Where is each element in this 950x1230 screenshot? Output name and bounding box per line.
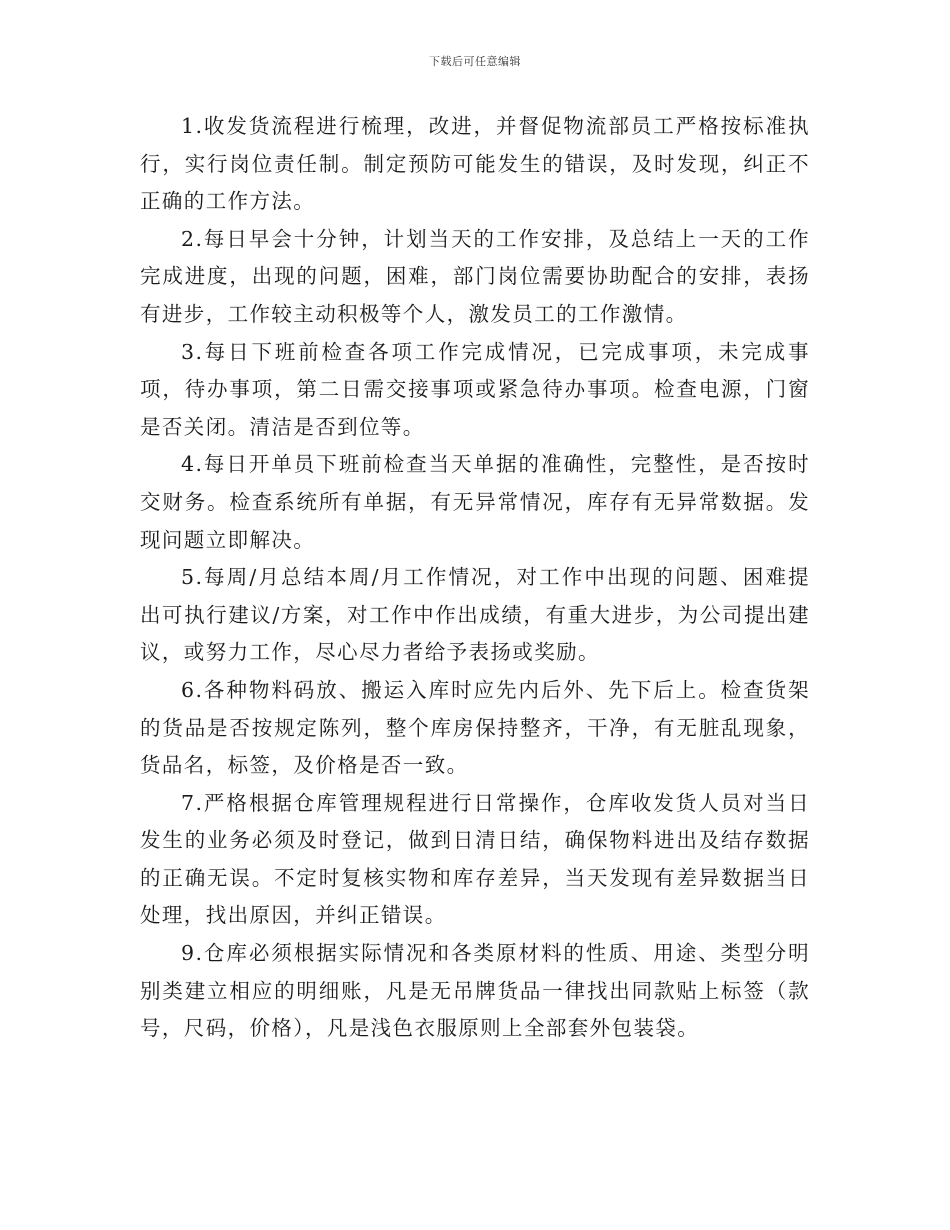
paragraph-1: 1.收发货流程进行梳理，改进，并督促物流部员工严格按标准执行，实行岗位责任制。制定预防可能发生的错误，及时发现，纠正不正确的工作方法。 — [140, 114, 810, 214]
page-header-note: 下载后可任意编辑 — [429, 55, 521, 68]
paragraph-3: 3.每日下班前检查各项工作完成情况，已完成事项，未完成事项，待办事项，第二日需交接事项或紧急待办事项。检查电源，门窗是否关闭。清洁是否到位等。 — [140, 339, 810, 439]
paragraph-5: 5.每周/月总结本周/月工作情况，对工作中出现的问题、困难提出可执行建议/方案，对工作中作出成绩，有重大进步，为公司提出建议，或努力工作，尽心尽力者给予表扬或奖励。 — [140, 565, 810, 665]
paragraph-6: 6.各种物料码放、搬运入库时应先内后外、先下后上。检查货架的货品是否按规定陈列，整个库房保持整齐，干净，有无脏乱现象，货品名，标签，及价格是否一致。 — [140, 677, 810, 778]
paragraph-2: 2.每日早会十分钟，计划当天的工作安排，及总结上一天的工作完成进度，出现的问题，困难，部门岗位需要协助配合的安排，表扬有进步，工作较主动积极等个人，激发员工的工作激情。 — [140, 226, 810, 326]
paragraph-7: 7.严格根据仓库管理规程进行日常操作，仓库收发货人员对当日发生的业务必须及时登记，做到日清日结，确保物料进出及结存数据的正确无误。不定时复核实物和库存差异，当天发现有差异数据当日处理，找出原因，并纠正错误。 — [140, 790, 810, 928]
paragraph-9: 9.仓库必须根据实际情况和各类原材料的性质、用途、类型分明别类建立相应的明细账，凡是无吊牌货品一律找出同款贴上标签（款号，尺码，价格），凡是浅色衣服原则上全部套外包装袋。 — [140, 941, 810, 1041]
document-body — [140, 108, 810, 1048]
paragraph-4: 4.每日开单员下班前检查当天单据的准确性，完整性，是否按时交财务。检查系统所有单据，有无异常情况，库存有无异常数据。发现问题立即解决。 — [140, 452, 810, 552]
